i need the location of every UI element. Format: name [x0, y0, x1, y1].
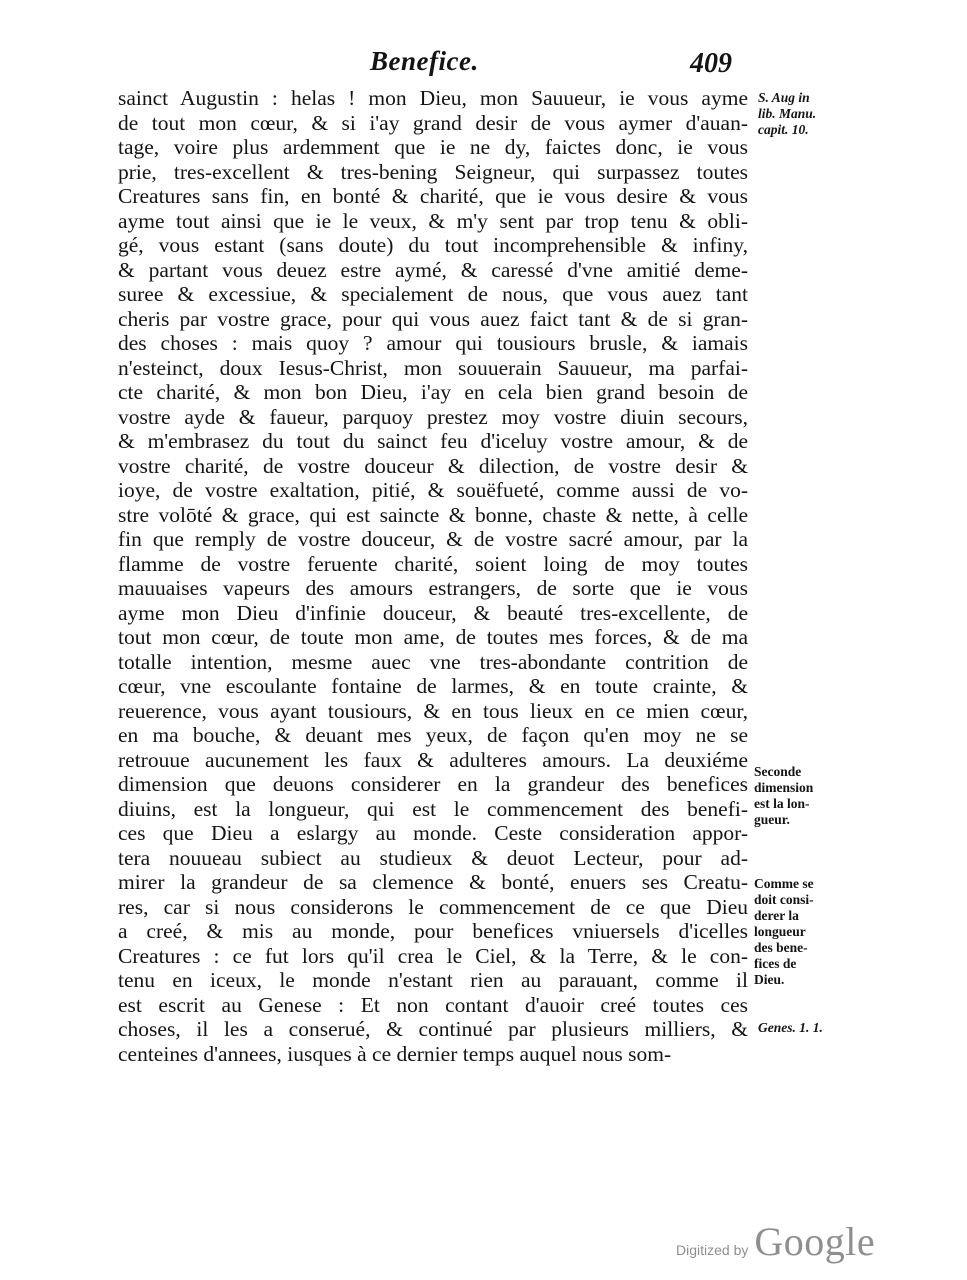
text-line: totalle intention, mesme auec vne tres-abondante contrition de — [118, 649, 748, 674]
text-line: dimension que deuons considerer en la grandeur des benefices — [118, 772, 748, 796]
text-line: ces que Dieu a eslargy au monde. Ceste consideration appor- — [118, 821, 748, 845]
text-line: diuins, est la longueur, qui est le commencement des benefi- — [118, 796, 748, 821]
margin-note-line: longueur — [754, 924, 806, 939]
margin-note-line: capit. 10. — [758, 122, 809, 137]
text-line: Creatures sans fin, en bonté & charité, que ie vous desire & vous — [118, 184, 748, 208]
margin-note-line: dimension — [754, 780, 814, 795]
margin-note-line: Dieu. — [754, 972, 785, 987]
text-line: cœur, vne escoulante fontaine de larmes, & en toute crainte, & — [118, 674, 748, 698]
margin-note-line: S. Aug in — [758, 90, 810, 105]
text-line: a creé, & mis au monde, pour benefices vniuersels d'icelles — [118, 919, 748, 943]
google-logo: Google — [754, 1219, 876, 1264]
text-line: fin que remply de vostre douceur, & de vostre sacré amour, par la — [118, 527, 748, 551]
margin-note-line: Comme se — [754, 876, 814, 891]
text-line: vostre charité, de vostre douceur & dilection, de vostre desir & — [118, 453, 748, 478]
text-line: tage, voire plus ardemment que ie ne dy, faictes donc, ie vous — [118, 135, 748, 159]
text-line: n'esteinct, doux Iesus-Christ, mon souuerain Sauueur, ma parfai- — [118, 355, 748, 380]
body-text — [118, 86, 748, 1066]
margin-note-line: gueur. — [754, 812, 790, 827]
margin-note-line: doit consi- — [754, 892, 814, 907]
text-line: ayme tout ainsi que ie le veux, & m'y sent par trop tenu & obli- — [118, 208, 748, 233]
text-line: de tout mon cœur, & si i'ay grand desir de vous aymer d'auan- — [118, 110, 748, 135]
text-line: tout mon cœur, de toute mon ame, de toutes mes forces, & de ma — [118, 625, 748, 649]
margin-note-citation-genesis — [758, 1020, 823, 1036]
text-line: suree & excessiue, & specialement de nous, que vous auez tant — [118, 282, 748, 306]
text-line: Creatures : ce fut lors qu'il crea le Ciel, & la Terre, & le con- — [118, 943, 748, 968]
text-line: mauuaises vapeurs des amours estrangers, de sorte que ie vous — [118, 576, 748, 600]
digitized-by-google-watermark — [676, 1218, 875, 1265]
margin-note-line: fices de — [754, 956, 797, 971]
text-line: centeines d'annees, iusques à ce dernier temps auquel nous som- — [118, 1041, 672, 1066]
margin-note-line: lib. Manu. — [758, 106, 817, 121]
margin-note-line: des bene- — [754, 940, 808, 955]
text-line: reuerence, vous ayant tousiours, & en tous lieux en ce mien cœur, — [118, 698, 748, 723]
margin-note-line: Genes. 1. 1. — [758, 1020, 823, 1035]
text-line: cte charité, & mon bon Dieu, i'ay en cela bien grand besoin de — [118, 380, 748, 404]
margin-note-citation-augustin — [758, 90, 816, 138]
text-line: en ma bouche, & deuant mes yeux, de façon qu'en moy ne se — [118, 723, 748, 747]
text-line: retrouue aucunement les faux & adulteres amours. La deuxiéme — [118, 747, 748, 772]
text-line: & m'embrasez du tout du sainct feu d'iceluy vostre amour, & de — [118, 429, 748, 453]
watermark-prefix: Digitized by — [676, 1242, 749, 1258]
running-head: Benefice. — [370, 46, 479, 76]
text-line: ioye, de vostre exaltation, pitié, & souëfueté, comme aussi de vo- — [118, 478, 748, 502]
text-line: gé, vous estant (sans doute) du tout incomprehensible & infiny, — [118, 233, 748, 257]
margin-note-line: Seconde — [754, 764, 802, 779]
margin-note-line: est la lon- — [754, 796, 810, 811]
text-line: choses, il les a conserué, & continué par plusieurs milliers, & — [118, 1017, 748, 1041]
text-line: tera nouueau subiect au studieux & deuot Lecteur, pour ad- — [118, 845, 748, 870]
margin-note-length — [754, 876, 814, 988]
text-line: stre volōté & grace, qui est saincte & bonne, chaste & nette, à celle — [118, 502, 748, 527]
text-line: sainct Augustin : helas ! mon Dieu, mon Sauueur, ie vous ayme — [118, 86, 748, 110]
text-line: des choses : mais quoy ? amour qui tousiours brusle, & iamais — [118, 331, 748, 355]
text-line: est escrit au Genese : Et non contant d'auoir creé toutes ces — [118, 992, 748, 1017]
margin-note-second-dimension — [754, 764, 813, 828]
text-line: res, car si nous considerons le commencement de ce que Dieu — [118, 894, 748, 919]
text-line: ayme mon Dieu d'infinie douceur, & beauté tres-excellente, de — [118, 600, 748, 625]
text-line: flamme de vostre feruente charité, soient loing de moy toutes — [118, 551, 748, 576]
text-line: & partant vous deuez estre aymé, & caressé d'vne amitié deme- — [118, 257, 748, 282]
text-line: tenu en iceux, le monde n'estant rien au parauant, comme il — [118, 968, 748, 992]
margin-note-line: derer la — [754, 908, 799, 923]
text-line: mirer la grandeur de sa clemence & bonté, enuers ses Creatu- — [118, 870, 748, 894]
text-line: prie, tres-excellent & tres-bening Seigneur, qui surpassez toutes — [118, 159, 748, 184]
text-line: cheris par vostre grace, pour qui vous auez faict tant & de si gran- — [118, 306, 748, 331]
text-line: vostre ayde & faueur, parquoy prestez moy vostre diuin secours, — [118, 404, 748, 429]
page-number: 409 — [690, 48, 732, 79]
